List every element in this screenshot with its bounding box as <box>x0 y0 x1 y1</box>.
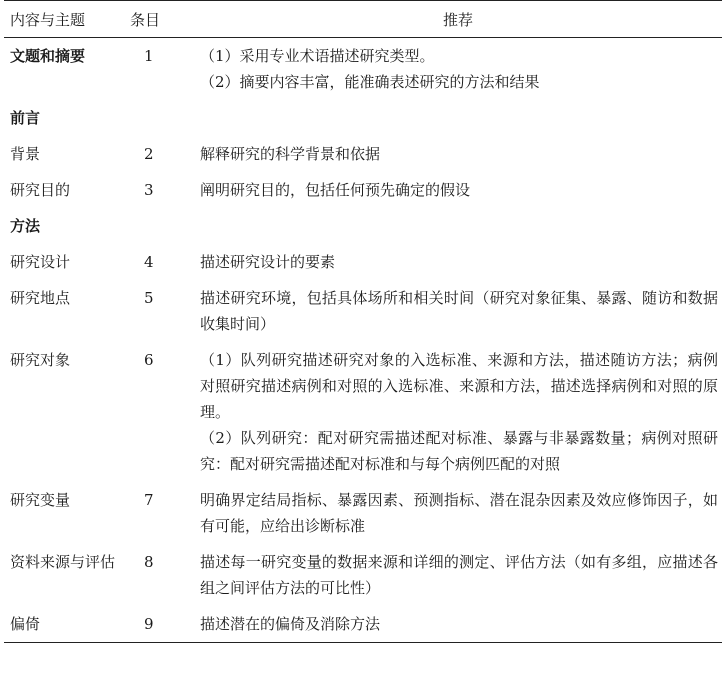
row-topic: 研究目的 <box>10 181 71 199</box>
section-heading: 前言 <box>10 109 41 127</box>
recommendation-line: 解释研究的科学背景和依据 <box>200 145 381 163</box>
row-topic: 偏倚 <box>4 606 124 643</box>
row-item: 4 <box>144 253 154 271</box>
row-topic: 资料来源与评估 <box>10 553 116 571</box>
recommendation-line: 阐明研究目的，包括任何预先确定的假设 <box>200 181 471 199</box>
row-recommendation <box>194 172 722 208</box>
table-row <box>4 482 722 544</box>
row-topic: 研究变量 <box>10 491 71 509</box>
section-heading: 方法 <box>10 217 41 235</box>
recommendation-line: 明确界定结局指标、暴露因素、预测指标、潜在混杂因素及效应修饰因子，如有可能，应给出诊断标准 <box>200 491 718 535</box>
row-item: 3 <box>144 181 154 199</box>
recommendation-line: 描述研究环境，包括具体场所和相关时间（研究对象征集、暴露、随访和数据收集时间） <box>200 289 718 333</box>
row-recommendation <box>194 342 722 482</box>
table-row <box>4 136 722 172</box>
row-item: 1 <box>144 47 154 65</box>
row-topic: 文题和摘要 <box>10 47 86 65</box>
row-recommendation <box>194 280 722 342</box>
row-recommendation <box>194 244 722 280</box>
recommendation-line: （2）队列研究：配对研究需描述配对标准、暴露与非暴露数量；病例对照研究：配对研究需描述配对标准和与每个病例匹配的对照 <box>200 429 718 473</box>
recommendation-line: （1）队列研究描述研究对象的入选标准、来源和方法，描述随访方法；病例对照研究描述病例和对照的入选标准、来源和方法，描述选择病例和对照的原理。 <box>200 351 718 421</box>
table-header-row <box>4 1 722 38</box>
table-row <box>4 38 722 101</box>
reporting-checklist-table <box>4 0 722 643</box>
table-row <box>4 244 722 280</box>
row-recommendation <box>194 38 722 101</box>
row-recommendation <box>194 482 722 544</box>
row-recommendation <box>194 544 722 606</box>
table-row <box>4 544 722 606</box>
section-row <box>4 208 722 244</box>
row-topic: 研究设计 <box>10 253 71 271</box>
row-topic: 背景 <box>10 145 41 163</box>
table-row <box>4 172 722 208</box>
row-topic: 研究地点 <box>10 289 71 307</box>
table-row <box>4 280 722 342</box>
row-recommendation <box>194 606 722 643</box>
recommendation-line: 描述每一研究变量的数据来源和详细的测定、评估方法（如有多组，应描述各组之间评估方法的可比性） <box>200 553 718 597</box>
row-item: 7 <box>144 491 154 509</box>
header-recommendation: 推荐 <box>194 1 722 38</box>
row-topic: 研究对象 <box>10 351 71 369</box>
recommendation-line: 描述研究设计的要素 <box>200 253 336 271</box>
header-topic: 内容与主题 <box>4 1 124 38</box>
row-item: 5 <box>144 289 154 307</box>
row-item: 9 <box>124 606 194 643</box>
row-item: 8 <box>144 553 154 571</box>
section-row <box>4 100 722 136</box>
table-row <box>4 606 722 643</box>
recommendation-line: （1）采用专业术语描述研究类型。 <box>200 47 435 65</box>
row-recommendation <box>194 136 722 172</box>
recommendation-line: （2）摘要内容丰富，能准确表述研究的方法和结果 <box>200 73 540 91</box>
table-row <box>4 342 722 482</box>
row-item: 6 <box>144 351 154 369</box>
recommendation-line: 描述潜在的偏倚及消除方法 <box>200 615 381 633</box>
row-item: 2 <box>144 145 154 163</box>
header-item: 条目 <box>124 1 194 38</box>
